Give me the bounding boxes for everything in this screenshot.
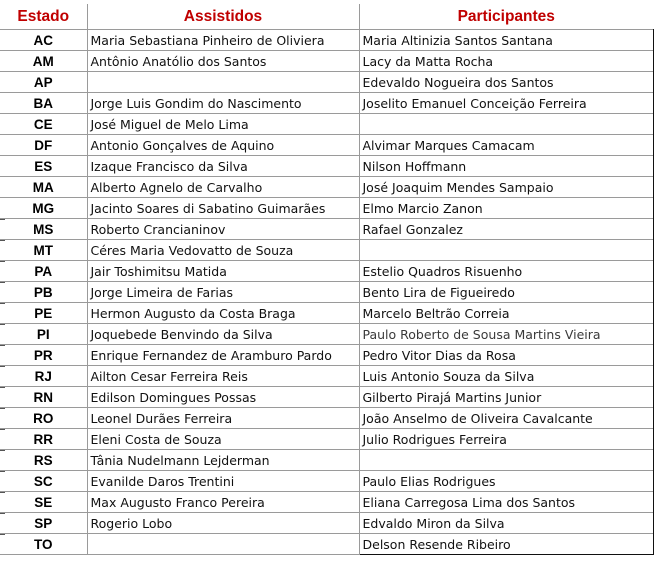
row-marker [0,471,5,472]
cell-estado[interactable]: AC [0,30,87,51]
row-marker [0,324,5,325]
cell-assistido[interactable]: Edilson Domingues Possas [87,387,359,408]
table-row [0,345,653,366]
table-row [0,51,653,72]
table-row [0,198,653,219]
cell-assistido[interactable]: Joquebede Benvindo da Silva [87,324,359,345]
cell-estado[interactable]: RN [0,387,87,408]
table-row [0,93,653,114]
cell-estado[interactable]: MA [0,177,87,198]
cell-participante[interactable]: Bento Lira de Figueiredo [359,282,653,303]
table-row [0,387,653,408]
table-body [0,30,653,555]
table-row [0,219,653,240]
cell-estado[interactable]: MS [0,219,87,240]
cell-assistido[interactable]: Max Augusto Franco Pereira [87,492,359,513]
cell-participante[interactable]: Paulo Roberto de Sousa Martins Vieira [359,324,653,345]
table-row [0,450,653,471]
cell-assistido[interactable]: Hermon Augusto da Costa Braga [87,303,359,324]
row-marker [0,387,5,388]
row-marker [0,450,5,451]
cell-assistido[interactable]: Tânia Nudelmann Lejderman [87,450,359,471]
cell-assistido[interactable] [87,534,359,555]
cell-assistido[interactable]: Rogerio Lobo [87,513,359,534]
table-row [0,156,653,177]
cell-participante[interactable] [359,240,653,261]
cell-assistido[interactable]: Leonel Durães Ferreira [87,408,359,429]
cell-estado[interactable]: MG [0,198,87,219]
cell-participante[interactable]: Nilson Hoffmann [359,156,653,177]
table-row [0,408,653,429]
cell-assistido[interactable]: Evanilde Daros Trentini [87,471,359,492]
cell-assistido[interactable]: Eleni Costa de Souza [87,429,359,450]
cell-estado[interactable]: RJ [0,366,87,387]
cell-participante[interactable] [359,114,653,135]
cell-participante[interactable] [359,450,653,471]
table-row [0,114,653,135]
cell-assistido[interactable]: Jacinto Soares di Sabatino Guimarães [87,198,359,219]
cell-estado[interactable]: AM [0,51,87,72]
table-row [0,135,653,156]
cell-participante[interactable]: Edvaldo Miron da Silva [359,513,653,534]
table-row [0,324,653,345]
cell-assistido[interactable]: Jorge Luis Gondim do Nascimento [87,93,359,114]
table-row [0,261,653,282]
row-marker [0,261,5,262]
table-row [0,366,653,387]
row-marker [0,345,5,346]
table-row [0,492,653,513]
cell-participante[interactable]: Alvimar Marques Camacam [359,135,653,156]
cell-participante[interactable]: João Anselmo de Oliveira Cavalcante [359,408,653,429]
row-marker [0,408,5,409]
row-marker [0,492,5,493]
cell-estado[interactable]: SP [0,513,87,534]
cell-estado[interactable]: DF [0,135,87,156]
cell-participante[interactable]: Edevaldo Nogueira dos Santos [359,72,653,93]
cell-assistido[interactable]: Jair Toshimitsu Matida [87,261,359,282]
cell-participante[interactable]: Lacy da Matta Rocha [359,51,653,72]
cell-assistido[interactable]: Maria Sebastiana Pinheiro de Oliviera [87,30,359,51]
cell-assistido[interactable]: Jorge Limeira de Farias [87,282,359,303]
cell-participante[interactable]: Rafael Gonzalez [359,219,653,240]
cell-participante[interactable]: Marcelo Beltrão Correia [359,303,653,324]
cell-assistido[interactable] [87,72,359,93]
table-row [0,240,653,261]
table-row [0,471,653,492]
table-row [0,282,653,303]
cell-estado[interactable]: CE [0,114,87,135]
cell-assistido[interactable]: Izaque Francisco da Silva [87,156,359,177]
cell-participante[interactable]: Julio Rodrigues Ferreira [359,429,653,450]
cell-participante[interactable]: José Joaquim Mendes Sampaio [359,177,653,198]
table-row [0,72,653,93]
header-participantes: Participantes [457,7,555,25]
cell-participante[interactable]: Delson Resende Ribeiro [359,534,653,555]
cell-estado[interactable]: PB [0,282,87,303]
table-row [0,513,653,534]
cell-estado[interactable]: PE [0,303,87,324]
cell-estado[interactable]: PI [0,324,87,345]
cell-estado[interactable]: PR [0,345,87,366]
header-assistidos: Assistidos [87,4,359,30]
row-marker [0,219,5,220]
table-row [0,429,653,450]
cell-participante[interactable]: Estelio Quadros Risuenho [359,261,653,282]
cell-assistido[interactable]: Ailton Cesar Ferreira Reis [87,366,359,387]
cell-assistido[interactable]: Alberto Agnelo de Carvalho [87,177,359,198]
table-row [0,30,653,51]
cell-participante[interactable]: Joselito Emanuel Conceição Ferreira [359,93,653,114]
table-row [0,177,653,198]
cell-estado[interactable]: MT [0,240,87,261]
cell-estado[interactable]: TO [0,534,87,555]
cell-participante[interactable]: Luis Antonio Souza da Silva [359,366,653,387]
cell-estado[interactable]: BA [0,93,87,114]
cell-participante[interactable]: Pedro Vitor Dias da Rosa [359,345,653,366]
cell-assistido[interactable]: Enrique Fernandez de Aramburo Pardo [87,345,359,366]
cell-estado[interactable]: AP [0,72,87,93]
cell-estado[interactable]: ES [0,156,87,177]
cell-assistido[interactable]: Roberto Crancianinov [87,219,359,240]
cell-participante[interactable]: Paulo Elias Rodrigues [359,471,653,492]
cell-estado[interactable]: SE [0,492,87,513]
cell-participante[interactable]: Eliana Carregosa Lima dos Santos [359,492,653,513]
cell-assistido[interactable]: José Miguel de Melo Lima [87,114,359,135]
row-marker [0,303,5,304]
cell-participante[interactable]: Maria Altinizia Santos Santana [359,30,653,51]
header-row [0,4,653,30]
cell-assistido[interactable]: Antonio Gonçalves de Aquino [87,135,359,156]
row-marker [0,366,5,367]
table-row [0,534,653,555]
cell-estado[interactable]: PA [0,261,87,282]
cell-estado[interactable]: RS [0,450,87,471]
cell-participante[interactable]: Gilberto Pirajá Martins Junior [359,387,653,408]
row-marker [0,240,5,241]
row-marker [0,534,5,535]
header-estado: Estado [0,4,87,30]
cell-estado[interactable]: SC [0,471,87,492]
cell-participante[interactable]: Elmo Marcio Zanon [359,198,653,219]
table-row [0,303,653,324]
row-marker [0,513,5,514]
cell-estado[interactable]: RR [0,429,87,450]
row-marker [0,429,5,430]
row-marker [0,282,5,283]
cell-assistido[interactable]: Antônio Anatólio dos Santos [87,51,359,72]
cell-estado[interactable]: RO [0,408,87,429]
cell-assistido[interactable]: Céres Maria Vedovatto de Souza [87,240,359,261]
states-table [0,4,654,555]
